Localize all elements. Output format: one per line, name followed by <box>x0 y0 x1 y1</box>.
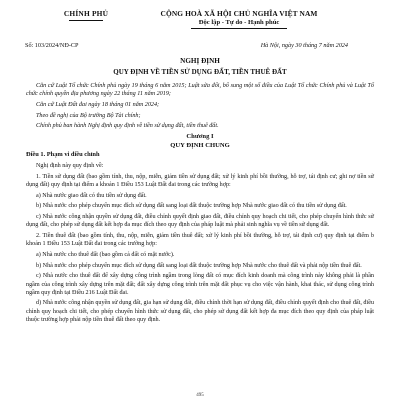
document-type: NGHỊ ĐỊNH <box>180 57 220 65</box>
article-paragraph: Nghị định này quy định về: <box>36 163 104 170</box>
motto-underline <box>191 28 287 29</box>
article-paragraph: 2. Tiền thuê đất (bao gồm tính, thu, nộp, miễn, giảm tiền thuê đất; xử lý kinh phí bồi thường, hỗ trợ, tái định cư) quy định tại điểm b khoản 1 Điều 153 Luật Đất đai trong các trường hợp: <box>26 233 374 248</box>
article-paragraph: b) Nhà nước cho phép chuyển mục đích sử dụng đất sang loại đất thuộc trường hợp Nhà nước cho thuê đất và phải nộp tiền thuê đất. <box>36 262 362 269</box>
chapter-title: QUY ĐỊNH CHUNG <box>170 142 230 150</box>
legal-basis-3: Theo đề nghị của Bộ trưởng Bộ Tài chính; <box>36 112 141 119</box>
article-paragraph: a) Nhà nước giao đất có thu tiền sử dụng đất. <box>36 192 147 199</box>
article-paragraph: 1. Tiền sử dụng đất (bao gồm tính, thu, nộp, miễn, giảm tiền sử dụng đất; xử lý kinh phí bồi thường, hỗ trợ, tái định cư; ghi nợ tiền sử dụng đất) quy định tại điểm a khoản 1 Điều 153 Luật Đất đai trong các trường hợp: <box>26 173 374 189</box>
agency-underline <box>69 20 103 21</box>
legal-basis-4: Chính phủ ban hành Nghị định quy định về tiền sử dụng đất, tiền thuê đất. <box>36 123 219 130</box>
article-paragraph: a) Nhà nước cho thuê đất (bao gồm cả đất có mặt nước). <box>36 251 175 258</box>
article-paragraph: c) Nhà nước công nhận quyền sử dụng đất, điều chỉnh quyết định giao đất, điều chỉnh quy hoạch chi tiết, cho phép chuyển hình thức sử dụng đất, cho phép sử dụng đất kết hợp đa mục đích theo quy định của pháp luật mà phải sinh nghĩa vụ về tiền sử dụng đất. <box>26 214 374 229</box>
issuing-agency: CHÍNH PHỦ <box>63 9 109 18</box>
issuing-agency-block <box>40 9 132 21</box>
national-title-block <box>126 9 352 29</box>
article-paragraph: b) Nhà nước cho phép chuyển mục đích sử dụng đất sang loại đất thuộc trường hợp Nhà nước giao đất có thu tiền sử dụng đất. <box>36 203 347 210</box>
national-motto: Độc lập - Tự do - Hạnh phúc <box>198 19 280 26</box>
article-title: Điều 1. Phạm vi điều chỉnh <box>26 151 100 159</box>
legal-basis-1: Căn cứ Luật Tổ chức Chính phủ ngày 19 tháng 6 năm 2015; Luật sửa đổi, bổ sung một số điều của Luật Tổ chức Chính phủ và Luật Tổ chức chính quyền địa phương ngày 22 tháng 11 năm 2019; <box>26 83 374 98</box>
country-name: CỘNG HOÀ XÃ HỘI CHỦ NGHĨA VIỆT NAM <box>160 9 318 18</box>
document-number: Số: 103/2024/NĐ-CP <box>25 42 79 49</box>
place-and-date: Hà Nội, ngày 30 tháng 7 năm 2024 <box>260 42 348 49</box>
legal-basis-2: Căn cứ Luật Đất đai ngày 18 tháng 01 năm 2024; <box>36 101 160 108</box>
chapter-number: Chương I <box>186 133 214 141</box>
page-number: 495 <box>196 393 204 398</box>
document-title: QUY ĐỊNH VỀ TIỀN SỬ DỤNG ĐẤT, TIỀN THUÊ ĐẤT <box>113 68 287 76</box>
article-paragraph: d) Nhà nước công nhận quyền sử dụng đất, gia hạn sử dụng đất, điều chỉnh thời hạn sử dụng đất, điều chỉnh quyết định cho thuê đất, điều chỉnh quy hoạch chi tiết, cho phép chuyển hình thức sử dụng đất, cho phép sử dụng đất kết hợp đa mục đích theo quy định của pháp luật thuộc trường hợp phải nộp tiền thuê đất theo quy định. <box>26 300 374 323</box>
article-paragraph: c) Nhà nước cho thuê đất để xây dựng công trình ngầm trong lòng đất có mục đích kinh doanh mà công trình này không phải là phần ngầm của công trình xây dựng trên mặt đất; đất xây dựng công trình trên mặt đất phục vụ cho việc vận hành, khai thác, sử dụng công trình ngầm quy định tại Điều 216 Luật Đất đai. <box>26 273 374 296</box>
document-body <box>26 82 374 327</box>
